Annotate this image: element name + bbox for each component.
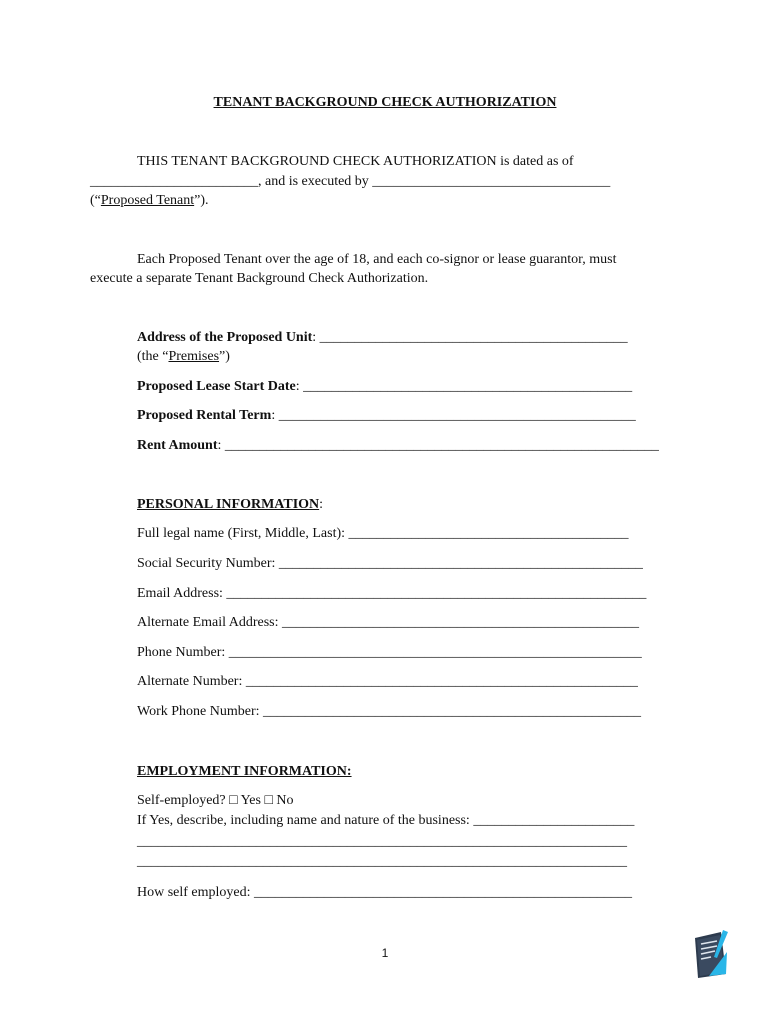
business-blank-2[interactable]: ______________________________________________________________________ [137, 854, 627, 869]
personal-heading-colon: : [319, 497, 324, 512]
intro-line-3 [90, 192, 209, 210]
premises-term: Premises [168, 349, 220, 364]
personal-heading [137, 496, 323, 514]
address-label: Address of the Proposed Unit [137, 330, 313, 345]
alt-number-field[interactable]: Alternate Number: ________________________________________________________ [137, 674, 638, 689]
lease-start-blank[interactable]: : _______________________________________________ [295, 379, 633, 394]
business-blank-1[interactable]: ______________________________________________________________________ [137, 834, 627, 849]
address-field[interactable] [137, 329, 628, 347]
premises-line [137, 348, 230, 366]
executed-by-blank[interactable]: __________________________________ [372, 174, 611, 189]
rent-amount-blank[interactable]: : ______________________________________________________________ [217, 438, 659, 453]
full-name-field[interactable]: Full legal name (First, Middle, Last): ________________________________________ [137, 526, 629, 541]
quote-close: ”). [194, 193, 209, 208]
intro-mid-text: , and is executed by [258, 174, 373, 189]
notice-line-2: execute a separate Tenant Background Check Authorization. [90, 271, 429, 286]
lease-start-field[interactable] [137, 378, 632, 396]
page-number: 1 [381, 946, 389, 960]
intro-line-1: THIS TENANT BACKGROUND CHECK AUTHORIZATION is dated as of [137, 154, 574, 169]
email-field[interactable]: Email Address: ____________________________________________________________ [137, 586, 647, 601]
alt-email-field[interactable]: Alternate Email Address: ___________________________________________________ [137, 615, 640, 630]
phone-field[interactable]: Phone Number: ___________________________________________________________ [137, 645, 642, 660]
premises-open: (the “ [137, 349, 169, 364]
lease-start-label: Proposed Lease Start Date [137, 379, 296, 394]
document-logo-icon [693, 928, 731, 980]
personal-heading-text: PERSONAL INFORMATION [137, 497, 320, 512]
rent-amount-field[interactable] [137, 437, 659, 455]
premises-close: ”) [219, 349, 230, 364]
intro-line-2 [90, 173, 610, 191]
rental-term-blank[interactable]: : ___________________________________________________ [271, 408, 636, 423]
address-blank[interactable]: : ____________________________________________ [312, 330, 628, 345]
how-self-employed-field[interactable]: How self employed: ______________________________________________________ [137, 885, 633, 900]
rent-amount-label: Rent Amount [137, 438, 218, 453]
work-phone-field[interactable]: Work Phone Number: ______________________________________________________ [137, 704, 642, 719]
business-description-field[interactable]: If Yes, describe, including name and nature of the business: _______________________ [137, 813, 635, 828]
ssn-field[interactable]: Social Security Number: ____________________________________________________ [137, 556, 643, 571]
self-employed-checkboxes[interactable]: Self-employed? □ Yes □ No [137, 793, 294, 808]
rental-term-field[interactable] [137, 407, 636, 425]
proposed-tenant-term: Proposed Tenant [100, 193, 195, 208]
rental-term-label: Proposed Rental Term [137, 408, 272, 423]
page-title: TENANT BACKGROUND CHECK AUTHORIZATION [213, 95, 557, 110]
employment-heading: EMPLOYMENT INFORMATION: [137, 764, 352, 779]
notice-line-1: Each Proposed Tenant over the age of 18, and each co-signor or lease guarantor, must [137, 252, 617, 267]
date-blank[interactable]: ________________________ [90, 174, 258, 189]
quote-open: (“ [90, 193, 101, 208]
